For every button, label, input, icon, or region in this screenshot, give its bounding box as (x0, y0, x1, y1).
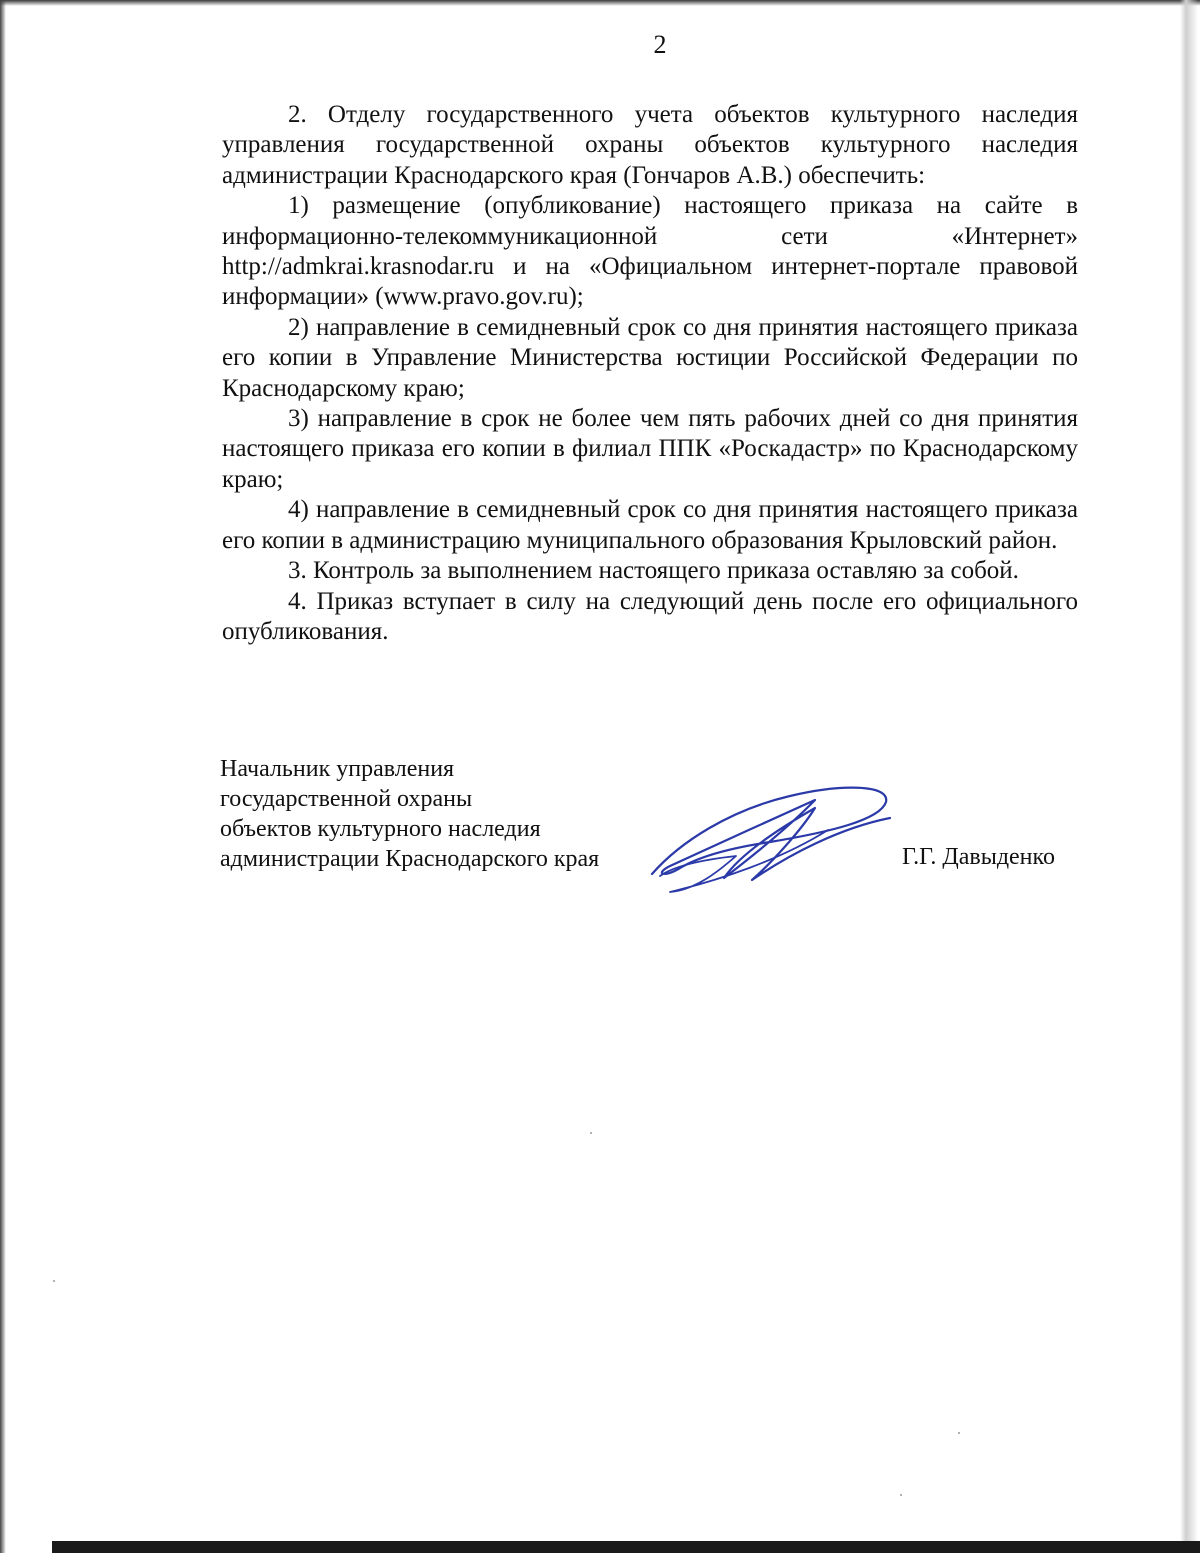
signer-name: Г.Г. Давыденко (902, 844, 1055, 870)
subparagraph-2: 2) направление в семидневный срок со дня принятия настоящего приказа его копии в Управление Министерства юстиции Российской Федерации по Краснодарскому краю; (222, 313, 1078, 402)
scan-top-edge (0, 0, 1200, 6)
signer-position (220, 754, 599, 874)
position-line: администрации Краснодарского края (220, 846, 600, 872)
signature-strokes (652, 788, 890, 892)
paragraph-4: 4. Приказ вступает в силу на следующий день после его официального опубликования. (222, 587, 1078, 645)
position-line: объектов культурного наследия (220, 816, 541, 842)
subparagraph-4: 4) направление в семидневный срок со дня принятия настоящего приказа его копии в администрацию муниципального образования Крыловский район. (222, 496, 1078, 554)
scan-speck (53, 1280, 55, 1282)
scan-left-edge (0, 0, 6, 1553)
subparagraph-1: 1) размещение (опубликование) настоящего приказа на сайте в информационно-телекоммуникационной сети «Интернет» http://admkrai.krasnodar.ru и на «Официальном интернет-портале правовой информации» (www.pravo.gov.ru); (222, 192, 1078, 311)
subparagraph-3: 3) направление в срок не более чем пять рабочих дней со дня принятия настоящего приказа его копии в филиал ППК «Роскадастр» по Краснодарскому краю; (222, 405, 1078, 493)
paragraph-2: 2. Отделу государственного учета объектов культурного наследия управления государственной охраны объектов культурного наследия администрации Краснодарского края (Гончаров А.В.) обеспечить: (222, 101, 1078, 189)
position-line: Начальник управления (220, 756, 455, 782)
scan-speck (958, 1432, 960, 1434)
handwritten-signature (640, 770, 900, 900)
scan-bottom-edge (52, 1541, 1200, 1553)
scan-speck (900, 1494, 902, 1496)
page-number: 2 (653, 30, 667, 59)
scan-speck (590, 1132, 592, 1134)
paragraph-3: 3. Контроль за выполнением настоящего приказа оставляю за собой. (288, 557, 1019, 585)
position-line: государственной охраны (220, 786, 473, 812)
document-body (222, 100, 1078, 647)
scan-right-edge (1140, 0, 1200, 1553)
